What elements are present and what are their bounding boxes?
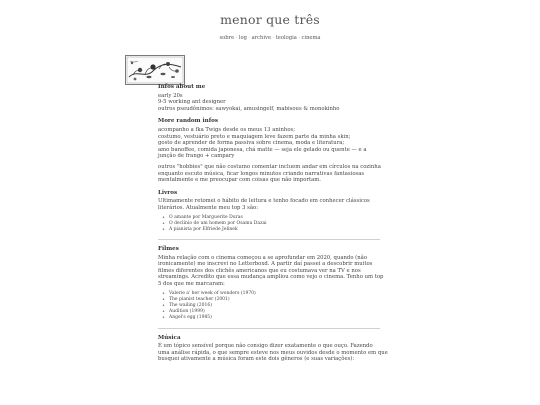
filmes-line: 5 dos que me marcaram: — [158, 281, 225, 288]
about-line: 9-5 working ant designer — [158, 99, 226, 106]
site-title[interactable]: menor que três — [220, 12, 320, 27]
hobbies-line: enquanto escuto música, ficar longos minutos criando narrativas fantasiosas — [158, 170, 365, 177]
musica-line: busquei ativamente a música foram este dois gêneros (e suas variações): — [158, 356, 355, 363]
random-line: costumo, vestuário preto e maquiagem leve fazem parte da minha skin; — [158, 133, 351, 140]
livros-list — [158, 215, 380, 234]
list-item: • A pianista por Elfriede Jelinek — [166, 227, 380, 233]
list-item: • Audition (1999) — [166, 309, 380, 315]
section-heading-about: Infos about me — [158, 84, 206, 90]
hobbies-line: mentalmente e me preocupar com coisas que não importam. — [158, 177, 321, 184]
musica-line: uma análise rápida, o que sempre esteve nos meus ouvidos desde o momento em que — [158, 349, 388, 356]
about-text — [158, 93, 380, 113]
section-heading-random: More random infos — [158, 118, 219, 125]
hobbies-line: outros "hobbies" que não costumo comentar incluem andar em círculos na cozinha — [158, 163, 381, 170]
about-line: early 20s — [158, 92, 183, 99]
livros-line: literários. Atualmente meu top 3 são: — [158, 204, 259, 211]
list-item: • Angel's egg (1985) — [166, 315, 380, 321]
list-item: • The pianist teacher (2001) — [166, 297, 380, 303]
musica-text — [158, 343, 388, 363]
section-heading-filmes: Filmes — [158, 246, 179, 253]
list-item: • The wailing (2016) — [166, 303, 380, 309]
random-text — [158, 127, 380, 160]
section-heading-musica: Música — [158, 334, 181, 341]
section-divider — [158, 328, 380, 329]
filmes-text — [158, 254, 384, 288]
filmes-line: Minha relação com o cinema começou a se aprofundar em 2020, quando (não — [158, 254, 368, 261]
nav-link-archive[interactable]: archive — [251, 35, 272, 41]
filmes-line: filmes diferentes dos clichês americanos que eu costumava ver na TV e nos — [158, 267, 361, 274]
random-line: acompanho a fka Twigs desde os meus 13 aninhos; — [158, 126, 296, 133]
list-item: • O declínio de um homem por Osamu Dazai — [166, 221, 380, 227]
filmes-line: ironicamente) me inscrevi no Letterboxd. A partir daí passei a descobrir muitos — [158, 261, 373, 268]
main-content — [158, 84, 388, 363]
random-line: gosto de aprender de forma passiva sobre cinema, moda e literatura; — [158, 140, 345, 147]
nav-link-log[interactable]: log — [238, 35, 247, 41]
livros-line: Ultimamente retomei o hábito de leitura e tenho focado em conhecer clássicos — [158, 198, 370, 205]
filmes-line: streamings. Acredito que essa mudança ampliou como vejo o cinema. Tenho um top — [158, 274, 384, 281]
random-line: junção de frango + campary — [158, 153, 235, 160]
livros-text — [158, 198, 380, 211]
filmes-list — [158, 291, 380, 322]
about-line: outros pseudônimos: sawyokai, amusingelf, mabisous & monokinho — [158, 105, 340, 112]
section-heading-livros: Livros — [158, 189, 178, 196]
list-item: • O amante por Marguerite Duras — [166, 215, 380, 221]
musica-line: É um tópico sensível porque não consigo dizer exatamente o que ouço. Fazendo — [158, 343, 373, 350]
top-nav: sobre · log · archive · teologia · cinema — [219, 35, 321, 41]
section-divider — [158, 239, 380, 240]
list-item: • Valerie a' her week of wonders (1970) — [166, 291, 380, 297]
floral-banner-image — [125, 55, 185, 85]
random-line: amo banoffee, comida japonesa, chá matte — seja ele gelado ou quente — e a — [158, 146, 367, 153]
nav-link-teologia[interactable]: teologia — [275, 35, 297, 41]
nav-link-cinema[interactable]: cinema — [301, 35, 321, 41]
nav-link-sobre[interactable]: sobre — [219, 35, 235, 41]
hobbies-text — [158, 164, 380, 184]
